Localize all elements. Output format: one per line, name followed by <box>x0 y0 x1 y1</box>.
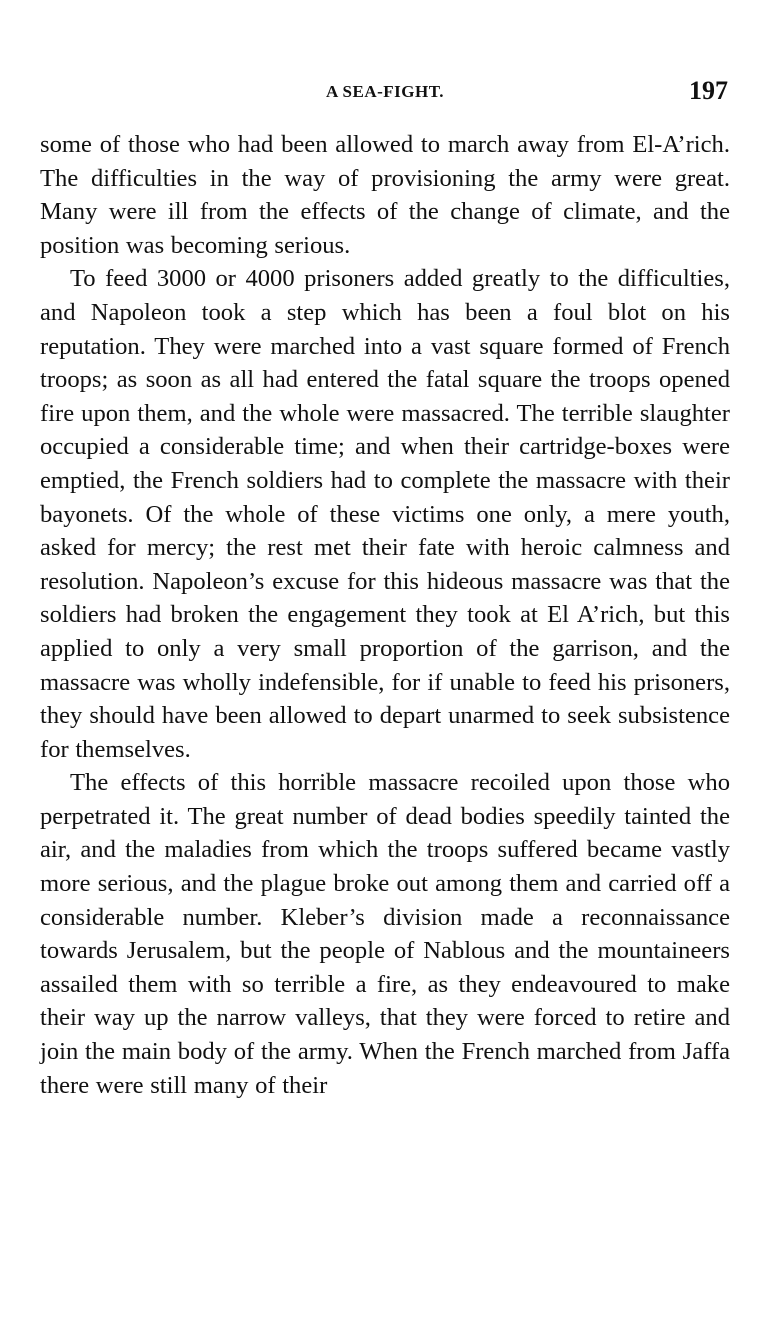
paragraph-prisoners-massacre: To feed 3000 or 4000 prisoners added greatly to the difficulties, and Napoleon took a step which has been a foul blot on his reputation. They were marched into a vast square formed of French troops; as soon as all had entered the fatal square the troops opened fire upon them, and the whole were massacred. The terrible slaughter occupied a considerable time; and when their cartridge-boxes were emptied, the French soldiers had to complete the massacre with their bayonets. Of the whole of these victims one only, a mere youth, asked for mercy; the rest met their fate with heroic calmness and resolution. Napoleon’s excuse for this hideous massacre was that the soldiers had broken the engagement they took at El A’rich, but this applied to only a very small proportion of the garrison, and the massacre was wholly indefensible, for if unable to feed his prisoners, they should have been allowed to depart unarmed to seek subsistence for themselves. <box>40 265 730 763</box>
paragraph-continuation: some of those who had been allowed to march away from El-A’rich. The difficulties in the way of provisioning the army were great. Many were ill from the effects of the change of climate, and the position was becoming serious. <box>40 131 730 259</box>
book-page <box>40 72 730 1102</box>
running-head <box>40 72 730 120</box>
running-title: A SEA-FIGHT. <box>325 82 445 101</box>
page-number: 197 <box>689 76 728 105</box>
paragraph-plague-effects: The effects of this horrible massacre recoiled upon those who perpetrated it. The great number of dead bodies speedily tainted the air, and the maladies from which the troops suffered became vastly more serious, and the plague broke out among them and carried off a considerable number. Kleber’s division made a reconnaissance towards Jerusalem, but the people of Nablous and the mountaineers assailed them with so terrible a fire, as they endeavoured to make their way up the narrow valleys, that they were forced to retire and join the main body of the army. When the French marched from Jaffa there were still many of their <box>40 769 730 1099</box>
body-text <box>40 128 730 1102</box>
